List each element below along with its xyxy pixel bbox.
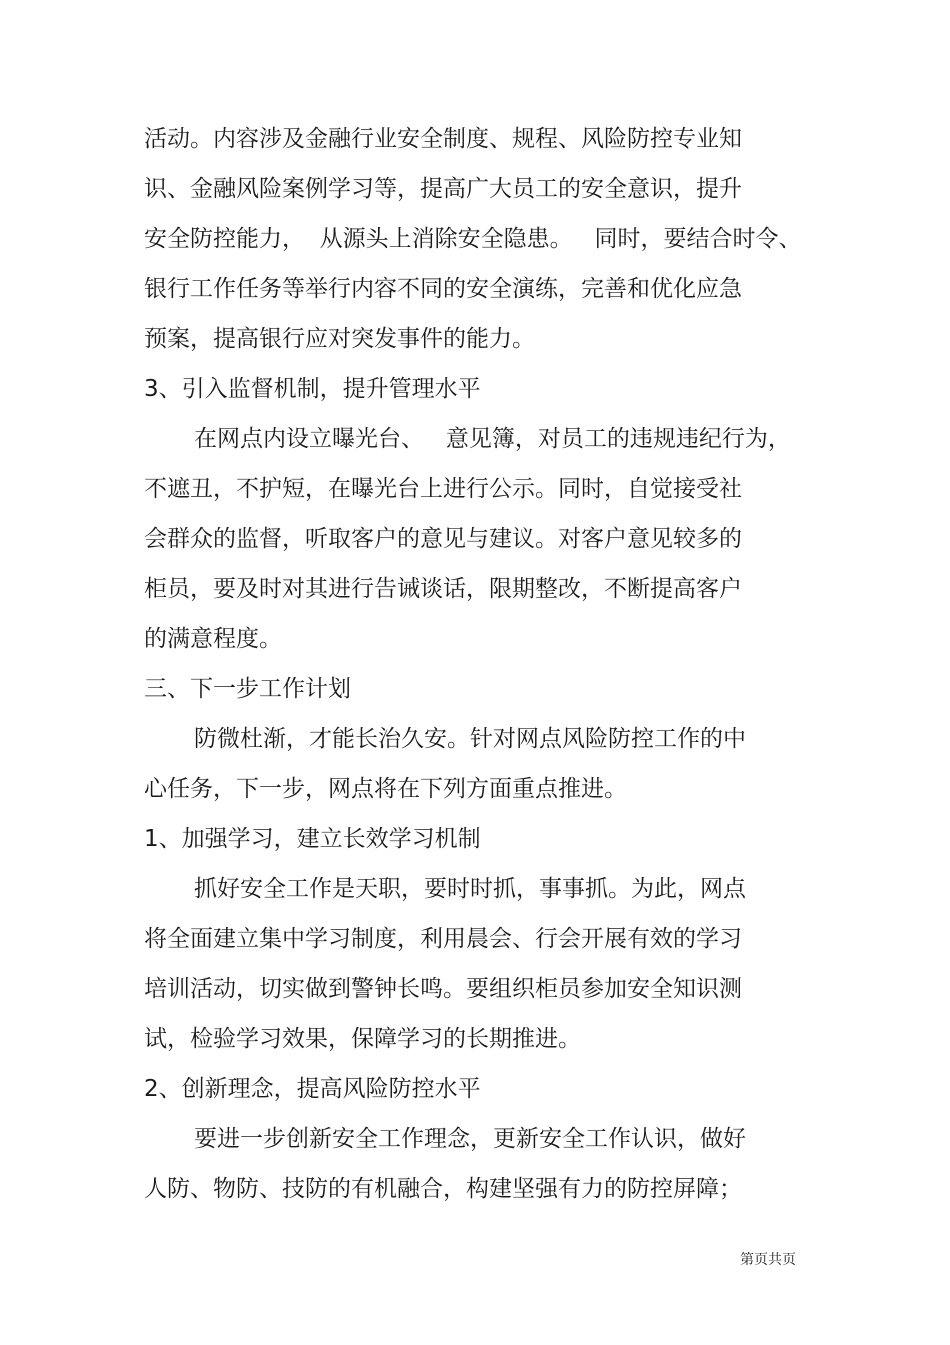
paragraph-line: 将全面建立集中学习制度，利用晨会、行会开展有效的学习 bbox=[144, 926, 742, 952]
paragraph-line: 不遮丑，不护短，在曝光台上进行公示。同时，自觉接受社 bbox=[144, 476, 742, 502]
paragraph-line: 要进一步创新安全工作理念，更新安全工作认识，做好 bbox=[194, 1126, 746, 1152]
paragraph-line: 心任务，下一步，网点将在下列方面重点推进。 bbox=[144, 776, 627, 802]
paragraph-line: 银行工作任务等举行内容不同的安全演练，完善和优化应急 bbox=[144, 276, 742, 302]
paragraph-line: 柜员，要及时对其进行告诫谈话，限期整改，不断提高客户 bbox=[144, 576, 742, 602]
paragraph-line: 的满意程度。 bbox=[144, 626, 282, 652]
paragraph-line: 活动。内容涉及金融行业安全制度、规程、风险防控专业知 bbox=[144, 126, 742, 152]
paragraph-line: 防微杜渐，才能长治久安。针对网点风险防控工作的中 bbox=[194, 726, 746, 752]
paragraph-line: 试，检验学习效果，保障学习的长期推进。 bbox=[144, 1026, 581, 1052]
page-footer: 第页共页 bbox=[740, 1252, 796, 1268]
section-heading: 3、引入监督机制，提升管理水平 bbox=[144, 376, 481, 402]
section-heading: 1、加强学习，建立长效学习机制 bbox=[144, 826, 481, 852]
paragraph-line: 安全防控能力， 从源头上消除安全隐患。 同时，要结合时令、 bbox=[144, 226, 802, 252]
paragraph-line: 预案，提高银行应对突发事件的能力。 bbox=[144, 326, 535, 352]
paragraph-line: 会群众的监督，听取客户的意见与建议。对客户意见较多的 bbox=[144, 526, 742, 552]
paragraph-line: 人防、物防、技防的有机融合，构建坚强有力的防控屏障； bbox=[144, 1176, 742, 1202]
section-heading: 三、下一步工作计划 bbox=[144, 676, 351, 702]
paragraph-line: 抓好安全工作是天职，要时时抓，事事抓。为此，网点 bbox=[194, 876, 746, 902]
paragraph-line: 识、金融风险案例学习等，提高广大员工的安全意识，提升 bbox=[144, 176, 742, 202]
paragraph-line: 培训活动，切实做到警钟长鸣。要组织柜员参加安全知识测 bbox=[144, 976, 742, 1002]
section-heading: 2、创新理念，提高风险防控水平 bbox=[144, 1076, 481, 1102]
paragraph-line: 在网点内设立曝光台、 意见簿，对员工的违规违纪行为， bbox=[194, 426, 791, 452]
